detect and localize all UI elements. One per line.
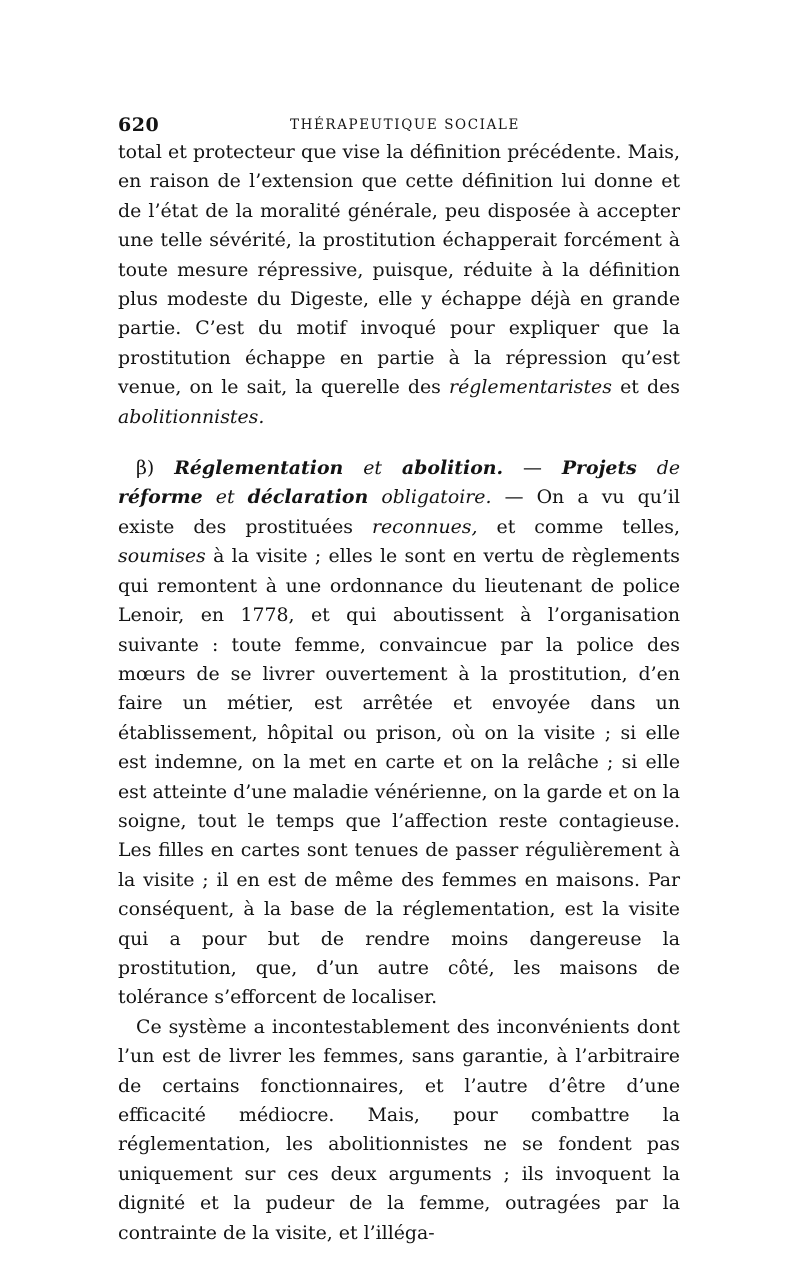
section-heading-word: de <box>636 457 681 480</box>
section-heading-word: Réglementation <box>174 457 344 480</box>
text-segment: et des <box>611 376 680 399</box>
term-abolitionnistes: abolitionnistes. <box>118 405 265 428</box>
page-header <box>118 112 680 138</box>
paragraph-1 <box>118 138 680 432</box>
text-segment: total et protecteur que vise la définition précédente. Mais, en raison de l’extension que cette définition lui donne et de l’état de la moralité générale, peu disposée à accepter une telle sévérité, la prostitution échapperait forcément à toute mesure répressive, puisque, réduite à la définition plus modeste du Digeste, elle y échappe déjà en grande partie. C’est du motif invoqué pour expliquer que la prostitution échappe en partie à la répression qu’est venue, on le sait, la querelle des <box>118 141 680 399</box>
section-heading-word: réforme <box>118 486 203 509</box>
section-paragraph-beta <box>118 454 680 1013</box>
term-soumises: soumises <box>118 545 206 568</box>
running-title: THÉRAPEUTIQUE SOCIALE <box>290 117 520 133</box>
section-heading-word: et <box>343 457 402 480</box>
em-dash: — <box>503 457 562 480</box>
paragraph-3 <box>118 1013 680 1248</box>
section-heading-word: et <box>202 486 248 509</box>
section-heading-word: obligatoire. <box>368 486 492 509</box>
text-segment: — On a vu qu’il existe des prostituées <box>118 486 680 538</box>
section-heading-word: abolition. <box>401 457 504 480</box>
section-heading-word: déclaration <box>247 486 369 509</box>
section-marker: β) <box>136 457 175 480</box>
section-heading-word: Projets <box>561 457 637 480</box>
text-segment: à la visite ; elles le sont en vertu de règlements qui remontent à une ordonnance du lieutenant de police Lenoir, en 1778, et qui aboutissent à l’organisation suivante : toute femme, convaincue par la police des mœurs de se livrer ouvertement à la prostitution, d’en faire un métier, est arrêtée et envoyée dans un établissement, hôpital ou prison, où on la visite ; si elle est indemne, on la met en carte et on la relâche ; si elle est atteinte d’une maladie vénérienne, on la garde et on la soigne, tout le temps que l’affection reste contagieuse. Les filles en cartes sont tenues de passer régulièrement à la visite ; il en est de même des femmes en maisons. Par conséquent, à la base de la réglementation, est la visite qui a pour but de rendre moins dangereuse la prostitution, que, d’un autre côté, les maisons de tolérance s’efforcent de localiser. <box>118 545 680 1009</box>
body-text <box>118 138 680 1248</box>
text-segment: et comme telles, <box>477 515 680 538</box>
term-reglementaristes: réglementaristes <box>449 376 612 399</box>
text-segment: Ce système a incontestablement des inconvénients dont l’un est de livrer les femmes, sans garantie, à l’arbitraire de certains fonctionnaires, et l’autre d’être d’une efficacité médiocre. Mais, pour combattre la réglementation, les abolitionnistes ne se fondent pas uniquement sur ces deux arguments ; ils invoquent la dignité et la pudeur de la femme, outragées par la contrainte de la visite, et l’illéga- <box>118 1015 680 1244</box>
term-reconnues: reconnues, <box>371 515 478 538</box>
page-number: 620 <box>118 114 160 136</box>
